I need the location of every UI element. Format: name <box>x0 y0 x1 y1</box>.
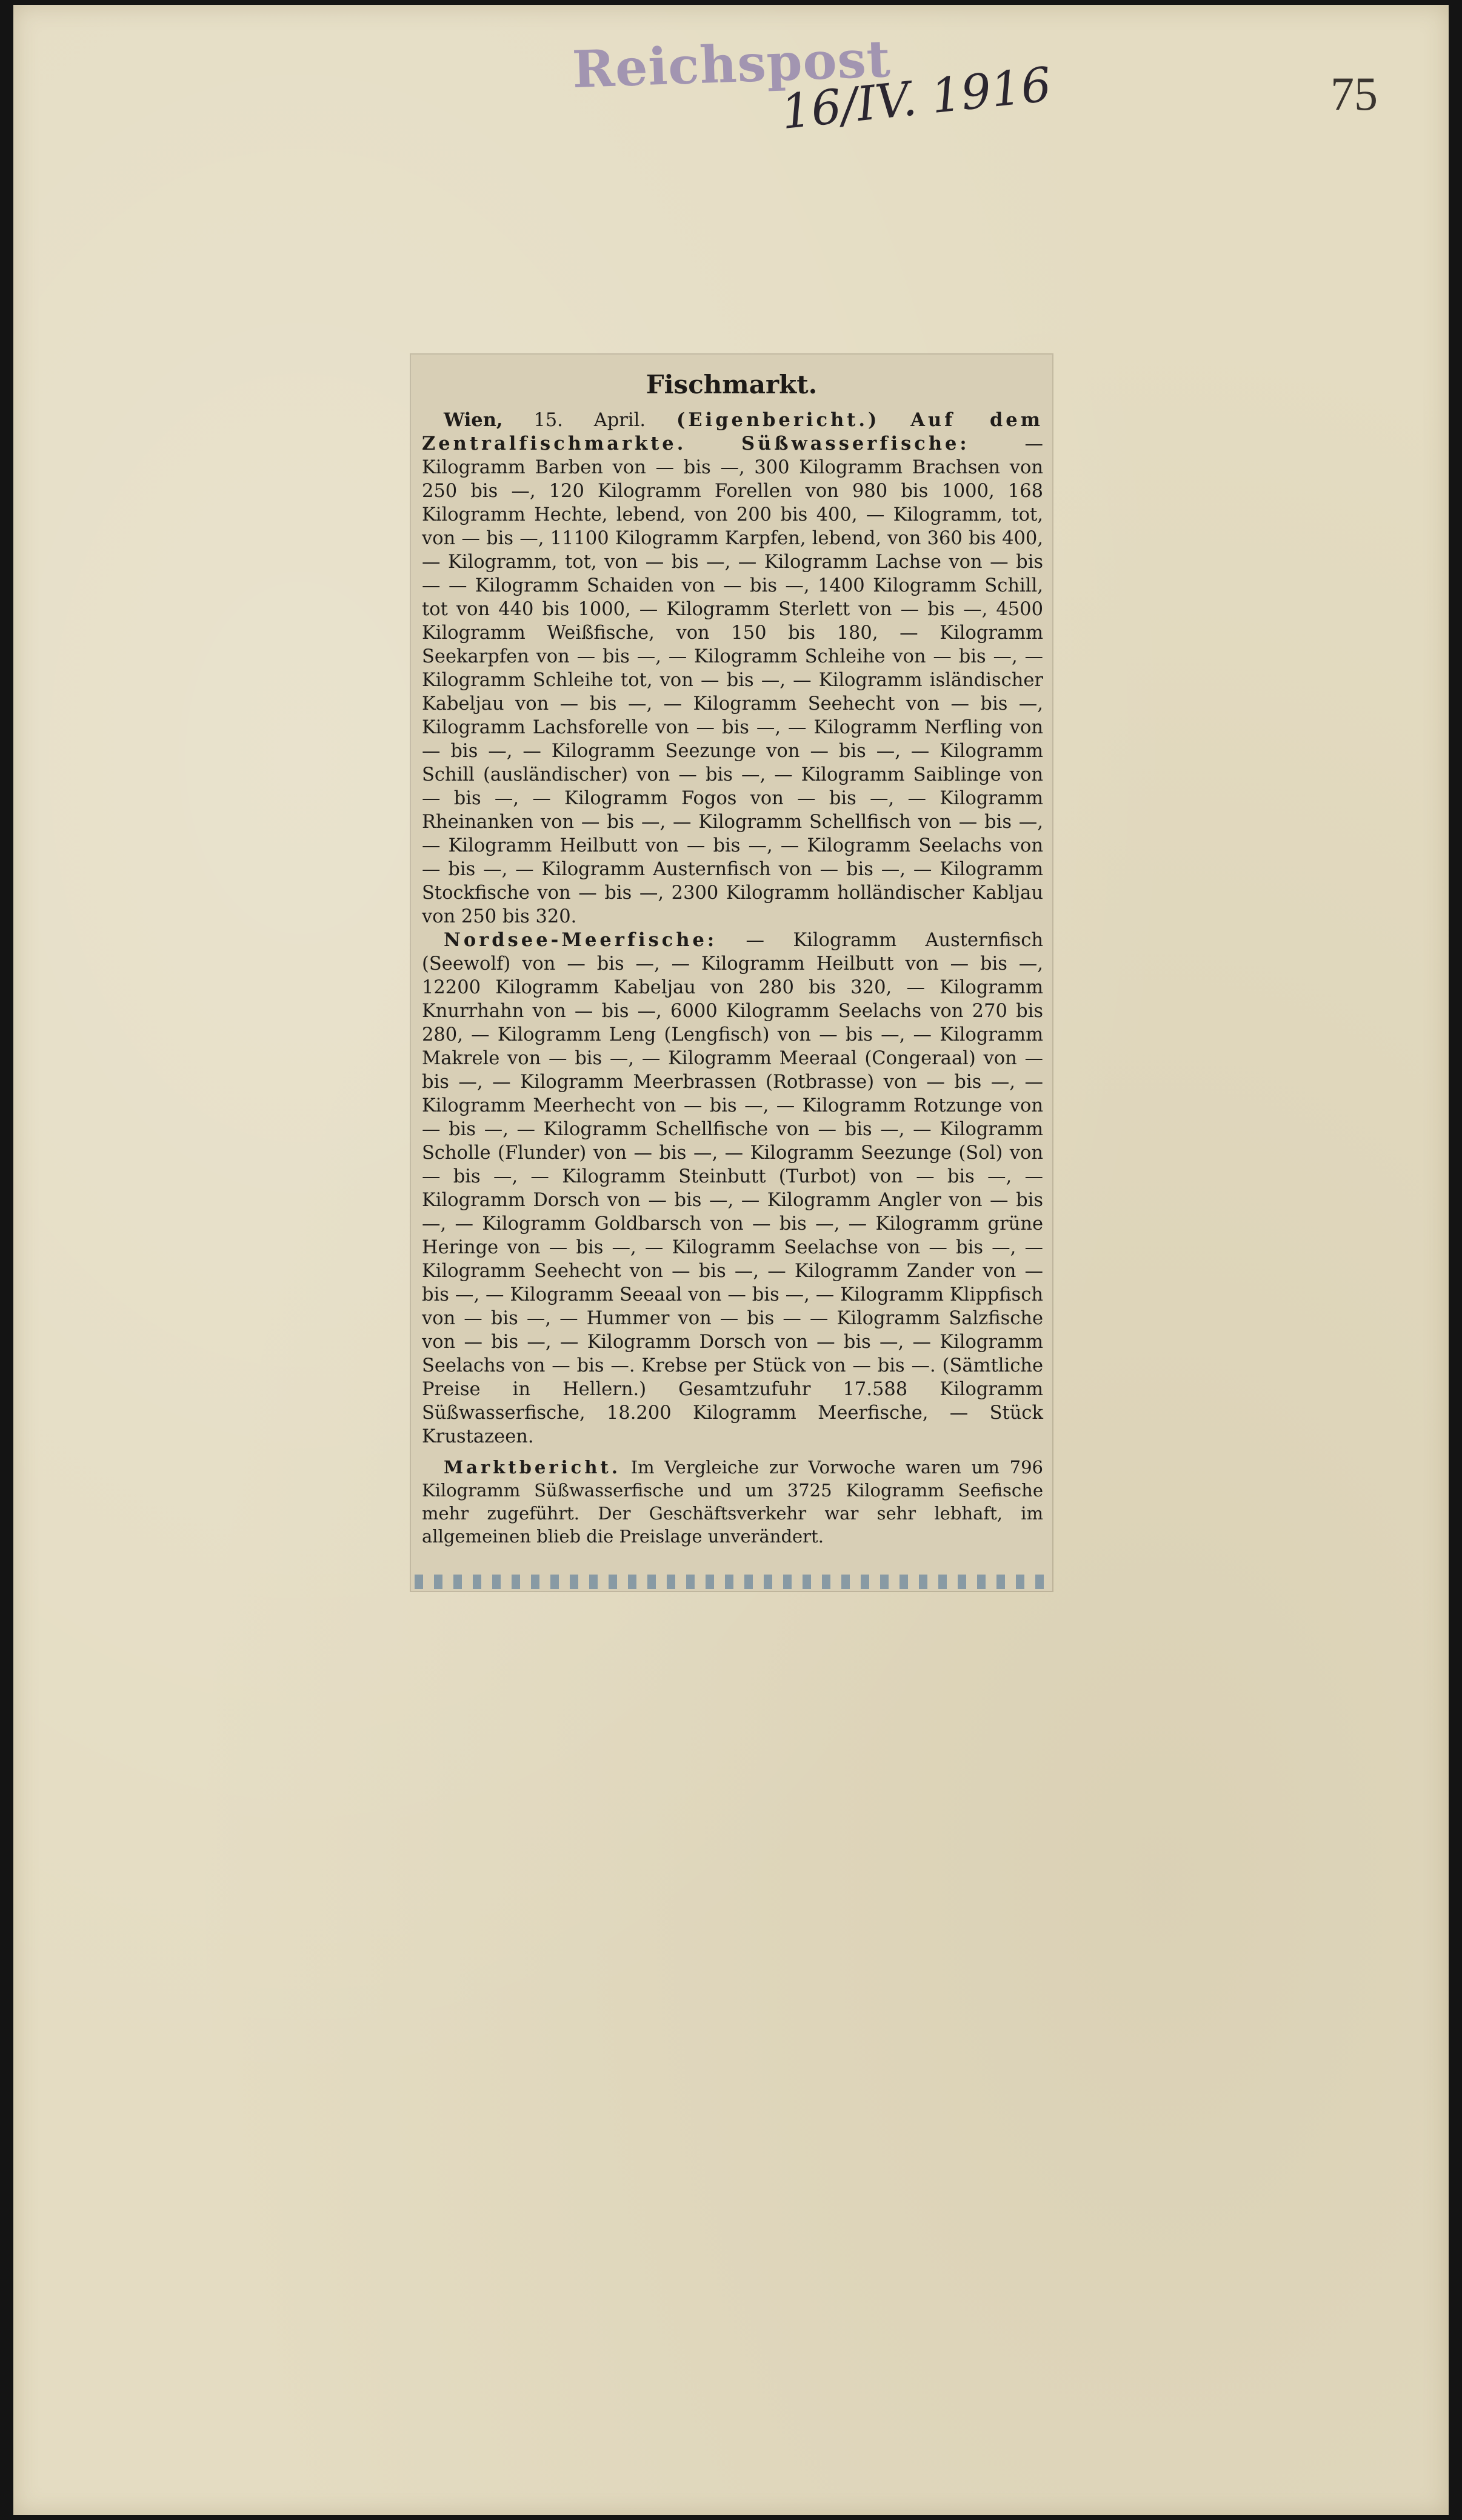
article-date: 15. April. <box>533 410 646 431</box>
section-heading-seafish: Nordsee-Meerfische: <box>444 929 718 951</box>
article-title: Fischmarkt. <box>646 370 818 399</box>
article-body <box>422 408 1043 1548</box>
newspaper-stamp: Reichspost <box>571 28 892 100</box>
article-intro: Auf dem Zentralfischmarkte. <box>422 409 1043 455</box>
section-heading-freshwater: Süßwasserfische: <box>741 433 970 455</box>
page-number: 75 <box>1330 67 1378 120</box>
paragraph-seafish <box>422 928 1043 1448</box>
section-text-seafish: — Kilogramm Austernfisch (Seewolf) von — bis —, — Kilogramm Heilbutt von — bis —, 12200 Kilogramm Kabeljau von 280 bis 320, — Kilogramm Knurrhahn von — bis —, 6000 Kilogramm Seelachs von 270 bis 280, — Kilogramm Leng (Lengfisch) von — bis —, — Kilogramm Makrele von — bis —, — Kilogramm Meeraal (Congeraal) von — bis —, — Kilogramm Meerbrassen (Rotbrasse) von — bis —, — Kilogramm Meerhecht von — bis —, — Kilogramm Rotzunge von — bis —, — Kilogramm Schellfische von — bis —, — Kilogramm Scholle (Flunder) von — bis —, — Kilogramm Seezunge (Sol) von — bis —, — Kilogramm Steinbutt (Turbot) von — bis —, — Kilogramm Dorsch von — bis —, — Kilogramm Angler von — bis —, — Kilogramm Goldbarsch von — bis —, — Kilogramm grüne Heringe von — bis —, — Kilogramm Seelachse von — bis —, — Kilogramm Seehecht von — bis —, — Kilogramm Zander von — bis —, — Kilogramm Seeaal von — bis —, — Kilogramm Klippfisch von — bis —, — Hummer von — bis — — Kilogramm Salzfische von — bis —, — Kilogramm Dorsch von — bis —, — Kilogramm Seelachs von — bis —. Krebse per Stück von — bis —. (Sämtliche Preise in Hellern.) Gesamtzufuhr 17.588 Kilogramm Süßwasserfische, 18.200 Kilogramm Meerfische, — Stück Krustazeen. <box>422 930 1044 1447</box>
section-heading-market: Marktbericht. <box>444 1457 621 1478</box>
paragraph-market-report <box>422 1456 1043 1548</box>
section-text-freshwater: — Kilogramm Barben von — bis —, 300 Kilogramm Brachsen von 250 bis —, 120 Kilogramm Forellen von 980 bis 1000, 168 Kilogramm Hechte, lebend, von 200 bis 400, — Kilogramm, tot, von — bis —, 11100 Kilogramm Karpfen, lebend, von 360 bis 400, — Kilogramm, tot, von — bis —, — Kilogramm Lachse von — bis — — Kilogramm Schaiden von — bis —, 1400 Kilogramm Schill, tot von 440 bis 1000, — Kilogramm Sterlett von — bis —, 4500 Kilogramm Weißfische, von 150 bis 180, — Kilogramm Seekarpfen von — bis —, — Kilogramm Schleihe von — bis —, — Kilogramm Schleihe tot, von — bis —, — Kilogramm isländischer Kabeljau von — bis —, — Kilogramm Seehecht von — bis —, Kilogramm Lachsforelle von — bis —, — Kilogramm Nerfling von — bis —, — Kilogramm Seezunge von — bis —, — Kilogramm Schill (ausländischer) von — bis —, — Kilogramm Saiblinge von — bis —, — Kilogramm Fogos von — bis —, — Kilogramm Rheinanken von — bis —, — Kilogramm Schellfisch von — bis —, — Kilogramm Heilbutt von — bis —, — Kilogramm Seelachs von — bis —, — Kilogramm Austernfisch von — bis —, — Kilogramm Stockfische von — bis —, 2300 Kilogramm holländischer Kabljau von 250 bis 320. <box>422 433 1043 927</box>
dateline: Wien, <box>444 409 503 431</box>
paragraph-freshwater <box>422 408 1043 928</box>
handwritten-date: 16/IV. 1916 <box>778 57 1054 141</box>
clipping-edge-mark <box>415 1575 1051 1589</box>
article-source: (Eigenbericht.) <box>676 409 880 431</box>
section-text-market: Im Vergleiche zur Vorwoche waren um 796 Kilogramm Süßwasserfische und um 3725 Kilogramm Seefische mehr zugeführt. Der Geschäftsverkehr war sehr lebhaft, im allgemeinen blieb die Preislage unverändert. <box>422 1457 1043 1547</box>
